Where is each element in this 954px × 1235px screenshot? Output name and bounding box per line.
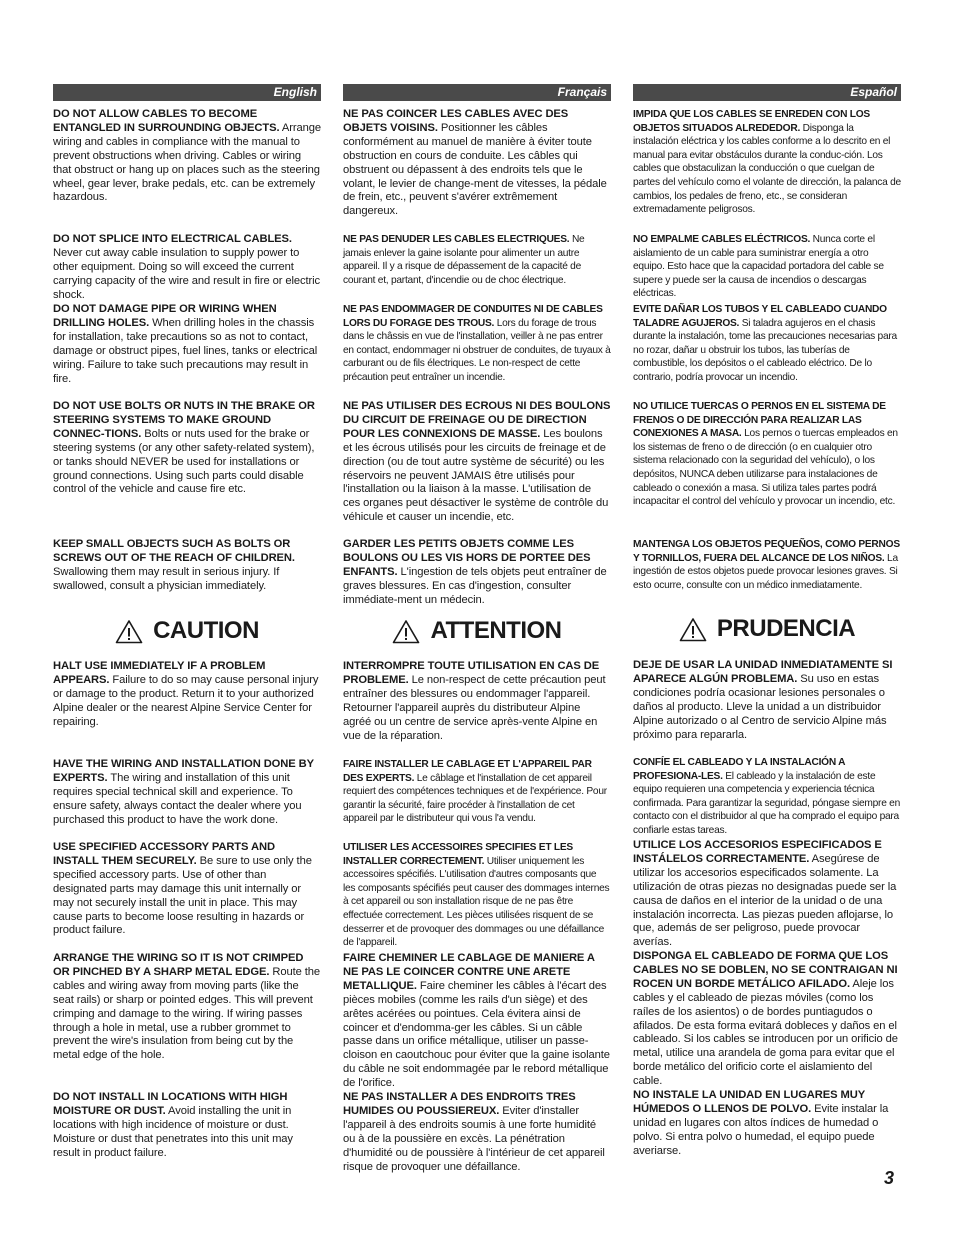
warning-body: Never cut away cable insulation to supply power to other equipment. Doing so will exceed the current carrying capacity of the wire and result in fire or electric shock.	[53, 246, 320, 301]
column-francais	[343, 0, 611, 1235]
caution-title: FAIRE INSTALLER LE CABLAGE ET L'APPAREIL PAR DES EXPERTS.	[343, 759, 592, 784]
caution-item	[343, 758, 611, 826]
caution-heading-text: PRUDENCIA	[716, 615, 856, 642]
warning-body: Si taladra agujeros en el chasis durante la instalación, tome las precauciones necesarias para no rozar, dañar u obstruir los tubos, las tuberías de combustible, los depósitos o el cableado eléctrico. De lo contrario, podría provocar un incendio.	[633, 317, 897, 383]
warning-triangle-icon	[115, 619, 143, 644]
caution-item	[633, 950, 901, 1089]
warning-title: NE PAS UTILISER DES ECROUS NI DES BOULONS DU CIRCUIT DE FREINAGE OU DE DIRECTION POUR LES CONNEXIONS DE MASSE.	[343, 400, 611, 440]
warning-item	[633, 538, 901, 592]
column-english	[53, 0, 321, 1235]
warning-title: NE PAS DENUDER LES CABLES ELECTRIQUES.	[343, 234, 570, 245]
caution-item	[53, 758, 321, 828]
warning-item	[633, 400, 901, 509]
warning-item	[343, 233, 611, 287]
caution-item	[633, 1089, 901, 1159]
warning-title: DO NOT USE BOLTS OR NUTS IN THE BRAKE OR STEERING SYSTEMS TO MAKE GROUND CONNEC-TIONS.	[53, 400, 315, 440]
caution-title: DO NOT INSTALL IN LOCATIONS WITH HIGH MOISTURE OR DUST.	[53, 1091, 288, 1117]
warning-title: NO UTILICE TUERCAS O PERNOS EN EL SISTEMA DE FRENOS O DE DIRECCIÓN PARA REALIZAR LAS CONEXIONES A MASA.	[633, 401, 886, 440]
warning-title: GARDER LES PETITS OBJETS COMME LES BOULONS OU LES VIS HORS DE PORTEE DES ENFANTS.	[343, 538, 591, 578]
caution-title: CONFÍE EL CABLEADO Y LA INSTALACIÓN A PROFESIONA-LES.	[633, 757, 845, 782]
warning-body: Los pernos o tuercas empleados en los sistemas de freno o de dirección (o en cualquier otro sistema relacionado con la seguridad del vehículo), o los depósitos, NUNCA deben utilizarse para instalaciones de cableado o conexión a masa. Si utiliza tales partes podrá incapacitar el control del vehículo y provocar un incendio, etc.	[633, 428, 898, 508]
page-number: 3	[884, 1168, 895, 1188]
caution-body: Le câblage et l'installation de cet appareil requiert des compétences techniques et de l'expérience. Pour garantir la sécurité, faire procéder à l'installation de cet appareil par le distributeur qui vous l'a vendu.	[343, 772, 607, 825]
caution-item	[633, 659, 901, 742]
caution-item	[53, 841, 321, 938]
caution-item	[343, 1091, 611, 1174]
caution-body: Evite instalar la unidad en lugares con altos índices de humedad o polvo. Si entra polvo o humedad, el equipo puede averiarse.	[633, 1102, 889, 1157]
warning-item	[343, 400, 611, 525]
warning-item	[633, 233, 901, 301]
warning-item	[53, 538, 321, 594]
caution-title: ARRANGE THE WIRING SO IT IS NOT CRIMPED OR PINCHED BY A SHARP METAL EDGE.	[53, 952, 304, 978]
warning-title: EVITE DAÑAR LOS TUBOS Y EL CABLEADO CUANDO TALADRE AGUJEROS.	[633, 304, 887, 329]
warning-item	[343, 108, 611, 219]
caution-item	[343, 952, 611, 1091]
caution-body: Avoid installing the unit in locations with high incidence of moisture or dust. Moisture or dust that penetrates into this unit may result in product failure.	[53, 1104, 293, 1159]
caution-item	[53, 1091, 321, 1161]
caution-title: UTILISER LES ACCESSOIRES SPECIFIES ET LES INSTALLER CORRECTEMENT.	[343, 842, 573, 867]
caution-body: The wiring and installation of this unit requires special technical skill and experience. To ensure safety, always contact the dealer where you purchased this product to have the work done.	[53, 771, 302, 826]
warning-body: Arrange wiring and cables in compliance with the manual to prevent obstructions when driving. Cables or wiring that obstruct or hang up on places such as the steering wheel, gear lever, brake pedals, etc. can be extremely hazardous.	[53, 121, 321, 204]
warning-title: NO EMPALME CABLES ELÉCTRICOS.	[633, 234, 811, 245]
caution-item	[53, 660, 321, 730]
caution-title: DISPONGA EL CABLEADO DE FORMA QUE LOS CABLES NO SE DOBLEN, NO SE CONTRAIGAN NI ROCEN UN BORDE METÁLICO AFILADO.	[633, 950, 898, 990]
caution-item	[53, 952, 321, 1063]
warning-title: KEEP SMALL OBJECTS SUCH AS BOLTS OR SCREWS OUT OF THE REACH OF CHILDREN.	[53, 538, 295, 564]
warning-item	[53, 108, 321, 205]
caution-body: Faire cheminer les câbles à l'écart des pièces mobiles (comme les rails d'un siège) et des arêtes acérées ou pointues. Cela évitera ainsi de coincer et d'endomma-ger les câbles. Si un câble passe dans un orifice métallique, utiliser un passe-cloison en caoutchouc pour éviter que la gaine isolante du câble ne soit endommagée par le rebord métallique de l'orifice.	[343, 979, 610, 1090]
column-espanol	[633, 0, 901, 1235]
caution-body: Failure to do so may cause personal injury or damage to the product. Return it to your authorized Alpine dealer or the nearest Alpine Service Center for repairing.	[53, 673, 319, 728]
caution-item	[633, 756, 901, 838]
warning-body: Bolts or nuts used for the brake or steering systems (or any other safety-related system), or tanks should NEVER be used for installations or ground connections. Using such parts could disable control of the vehicle and cause fire etc.	[53, 427, 315, 496]
caution-title: UTILICE LOS ACCESORIOS ESPECIFICADOS E INSTÁLELOS CORRECTAMENTE.	[633, 839, 882, 865]
caution-heading	[343, 617, 611, 651]
caution-body: Be sure to use only the specified accessory parts. Use of other than designated parts may damage this unit internally or may not securely install the unit in place. This may cause parts to become loose resulting in hazards or product failure.	[53, 854, 312, 937]
caution-heading	[633, 615, 901, 649]
warning-body: Positionner les câbles conformément au manuel de manière à éviter toute obstruction en cours de conduite. Les câbles qui obstruent ou dépassent à des endroits tels que le volant, le levier de change-ment de vitesses, la pédale de frein, etc., peuvent s'avérer extrêmement dangereux.	[343, 121, 607, 218]
warning-item	[343, 303, 611, 385]
warning-body: Disponga la instalación eléctrica y los cables conforme a lo descrito en el manual para evitar obstáculos durante la conduc-ción. Los cables que obstaculizan la conducción o que cuelgan de partes del vehículo como el volante de dirección, la palanca de cambios, los pedales de freno, etc., se consideran extremadamente peligrosos.	[633, 122, 901, 216]
warning-item	[53, 233, 321, 303]
caution-body: Aleje los cables y el cableado de piezas móviles (como los raíles de los asientos) o de bordes puntiagudos o afilados. De esta forma evitará dobleces y daños en el cableado. Si los cables se introducen por un orificio de metal, utilice una arandela de goma para evitar que el borde metálico del orificio corte el aislamiento del cable.	[633, 977, 898, 1088]
language-bar: English	[53, 84, 321, 101]
warning-triangle-icon	[679, 617, 707, 642]
caution-body: Eviter d'installer l'appareil à des endroits soumis à une forte humidité ou à de la poussière en excès. La pénétration d'humidité ou de poussière à l'intérieur de cet appareil risque de provoquer une défaillance.	[343, 1104, 605, 1173]
caution-body: El cableado y la instalación de este equipo requieren una competencia y experiencia técnica confirmada. Para garantizar la seguridad, póngase siempre en contacto con el distribuidor al que ha comprado el equipo para confiarle estas tareas.	[633, 770, 901, 836]
caution-title: HAVE THE WIRING AND INSTALLATION DONE BY EXPERTS.	[53, 758, 314, 784]
warning-item	[343, 538, 611, 608]
warning-title: DO NOT ALLOW CABLES TO BECOME ENTANGLED IN SURROUNDING OBJECTS.	[53, 108, 280, 134]
warning-title: DO NOT SPLICE INTO ELECTRICAL CABLES.	[53, 233, 292, 245]
language-bar: Français	[343, 84, 611, 101]
caution-title: NO INSTALE LA UNIDAD EN LUGARES MUY HÚMEDOS O LLENOS DE POLVO.	[633, 1089, 865, 1115]
warning-title: NE PAS ENDOMMAGER DE CONDUITES NI DE CABLES LORS DU FORAGE DES TROUS.	[343, 304, 603, 329]
warning-title: MANTENGA LOS OBJETOS PEQUEÑOS, COMO PERNOS Y TORNILLOS, FUERA DEL ALCANCE DE LOS NIÑOS.	[633, 539, 900, 564]
caution-title: HALT USE IMMEDIATELY IF A PROBLEM APPEARS.	[53, 660, 266, 686]
warning-body: L'ingestion de tels objets peut entraîner de graves blessures. En cas d'ingestion, consulter immédiate-ment un médecin.	[343, 565, 607, 606]
caution-body: Asegúrese de utilizar los accesorios especificados solamente. La utilización de otras piezas no designadas puede ser la causa de daños en el interior de la unidad o de una instalación incorrecta. Las piezas pueden aflojarse, lo que, además de ser peligroso, puede provocar averías.	[633, 852, 897, 949]
caution-title: NE PAS INSTALLER A DES ENDROITS TRES HUMIDES OU POUSSIEREUX.	[343, 1091, 576, 1117]
warning-title: DO NOT DAMAGE PIPE OR WIRING WHEN DRILLING HOLES.	[53, 303, 277, 329]
warning-triangle-icon	[392, 619, 420, 644]
language-bar: Español	[633, 84, 901, 101]
caution-body: Su uso en estas condiciones podría ocasionar lesiones personales o daños al producto. Lleve la unidad a un distribuidor Alpine autorizado o al Centro de servicio Alpine más próximo para repararla.	[633, 672, 887, 741]
warning-item	[53, 303, 321, 386]
warning-body: Swallowing them may result in serious injury. If swallowed, consult a physician immediately.	[53, 565, 280, 592]
caution-title: DEJE DE USAR LA UNIDAD INMEDIATAMENTE SI APARECE ALGÚN PROBLEMA.	[633, 659, 893, 685]
warning-item	[633, 303, 901, 385]
caution-body: Route the cables and wiring away from moving parts (like the seat rails) or sharp or pointed edges. This will prevent crimping and damage to the wiring. If wiring passes through a hole in metal, use a rubber grommet to prevent the wire's insulation from being cut by the metal edge of the hole.	[53, 965, 320, 1062]
warning-body: Lors du forage de trous dans le châssis en vue de l'installation, veiller à ne pas entrer en contact, endommager ni obstruer de conduites, de tuyaux à carburant ou de fils électriques. Le non-respect de cette précaution peut entraîner un incendie.	[343, 317, 611, 383]
caution-body: Le non-respect de cette précaution peut entraîner des blessures ou endommager l'appareil. Retourner l'appareil auprès du distributeur Alpine agréé ou un centre de service après-vente Alpine en vue de la réparation.	[343, 673, 606, 742]
warning-body: Nunca corte el aislamiento de un cable para suministrar energía a otro equipo. Esto hace que la capacidad portadora del cable se supere y puede ser la causa de incendios o descargas eléctricas.	[633, 234, 884, 300]
warning-body: La ingestión de estos objetos puede provocar lesiones graves. Si esto ocurre, consulte con un médico inmediatamente.	[633, 552, 898, 591]
caution-body: Utiliser uniquement les accessoires spécifiés. L'utilisation d'autres composants que les composants spécifiés peut causer des dommages internes à cet appareil ou son installation risque de ne pas être effectuée correctement. Les pièces utilisées risquent de se desserrer et de provoquer des dommages ou une défaillance de l'appareil.	[343, 855, 610, 949]
caution-item	[343, 660, 611, 743]
warning-item	[53, 400, 321, 497]
warning-title: IMPIDA QUE LOS CABLES SE ENREDEN CON LOS OBJETOS SITUADOS ALREDEDOR.	[633, 109, 870, 134]
warning-item	[633, 108, 901, 217]
caution-heading-text: ATTENTION	[430, 617, 562, 644]
warning-body: Les boulons et les écrous utilisés pour les circuits de freinage et de direction (ou de tout autre système de sécurité) ou les réservoirs ne peuvent JAMAIS être utilisés pour l'installation ou la liaison à la masse. L'utilisation de ces organes peut désactiver le système de contrôle du véhicule et causer un incendie, etc.	[343, 427, 609, 524]
caution-title: FAIRE CHEMINER LE CABLAGE DE MANIERE A NE PAS LE COINCER CONTRE UNE ARETE METALLIQUE.	[343, 952, 595, 992]
caution-title: INTERROMPRE TOUTE UTILISATION EN CAS DE PROBLEME.	[343, 660, 600, 686]
caution-item	[633, 839, 901, 950]
warning-title: NE PAS COINCER LES CABLES AVEC DES OBJETS VOISINS.	[343, 108, 569, 134]
warning-body: Ne jamais enlever la gaine isolante pour alimenter un autre appareil. Il y a risque de dépassement de la capacité de courant et, partant, d'incendie ou de choc électrique.	[343, 234, 585, 286]
caution-item	[343, 841, 611, 950]
caution-title: USE SPECIFIED ACCESSORY PARTS AND INSTALL THEM SECURELY.	[53, 841, 275, 867]
caution-heading	[53, 617, 321, 651]
warning-body: When drilling holes in the chassis for installation, take precautions so as not to contact, damage or obstruct pipes, fuel lines, tanks or electrical wiring. Failure to take such precautions may result in fire.	[53, 316, 318, 385]
caution-heading-text: CAUTION	[153, 617, 259, 644]
